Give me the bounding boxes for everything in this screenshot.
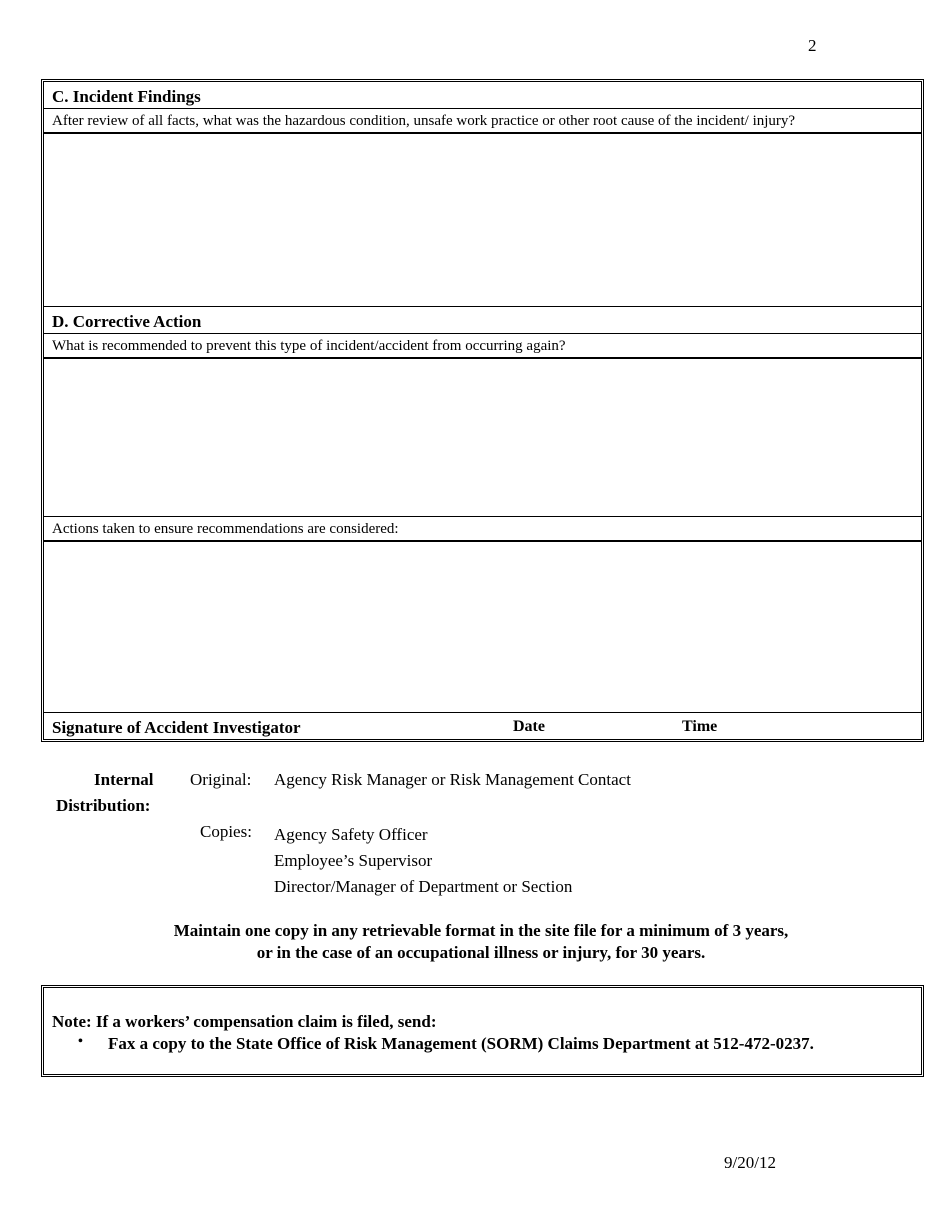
signature-label: Signature of Accident Investigator xyxy=(52,718,301,737)
original-recipient: Agency Risk Manager or Risk Management Contact xyxy=(274,770,631,789)
section-d-title: D. Corrective Action xyxy=(44,307,921,334)
note-item: Fax a copy to the State Office of Risk Management (SORM) Claims Department at 512-472-0237. xyxy=(108,1034,814,1053)
root-cause-question: After review of all facts, what was the hazardous condition, unsafe work practice or other root cause of the incident/ injury? xyxy=(44,109,921,134)
copy-recipient: Director/Manager of Department or Section xyxy=(274,877,573,896)
revision-date: 9/20/12 xyxy=(724,1153,776,1172)
actions-taken-question: Actions taken to ensure recommendations are considered: xyxy=(44,517,921,542)
time-label: Time xyxy=(682,718,718,735)
date-label: Date xyxy=(513,718,545,735)
workers-comp-note xyxy=(41,985,924,1077)
recommendation-field[interactable] xyxy=(44,359,921,517)
copies-key: Copies: xyxy=(200,822,252,841)
retention-notice xyxy=(41,920,921,964)
distribution-label-distribution: Distribution: xyxy=(56,796,151,815)
actions-taken-field[interactable] xyxy=(44,542,921,713)
signature-row[interactable] xyxy=(44,713,921,739)
copy-recipient: Employee’s Supervisor xyxy=(274,851,433,870)
distribution-label-internal: Internal xyxy=(94,770,154,789)
retention-line-1: Maintain one copy in any retrievable format in the site file for a minimum of 3 years, xyxy=(173,921,789,940)
section-c-title: C. Incident Findings xyxy=(44,82,921,109)
copy-recipient: Agency Safety Officer xyxy=(274,825,428,844)
root-cause-field[interactable] xyxy=(44,134,921,307)
original-key: Original: xyxy=(190,770,252,789)
incident-form xyxy=(41,79,924,742)
copies-list xyxy=(274,822,572,900)
bullet-icon: • xyxy=(78,1034,83,1049)
note-heading: Note: If a workers’ compensation claim is filed, send: xyxy=(52,1012,437,1031)
recommendation-question: What is recommended to prevent this type of incident/accident from occurring again? xyxy=(44,334,921,359)
retention-line-2: or in the case of an occupational illness or injury, for 30 years. xyxy=(256,943,706,962)
page-number: 2 xyxy=(808,36,817,55)
